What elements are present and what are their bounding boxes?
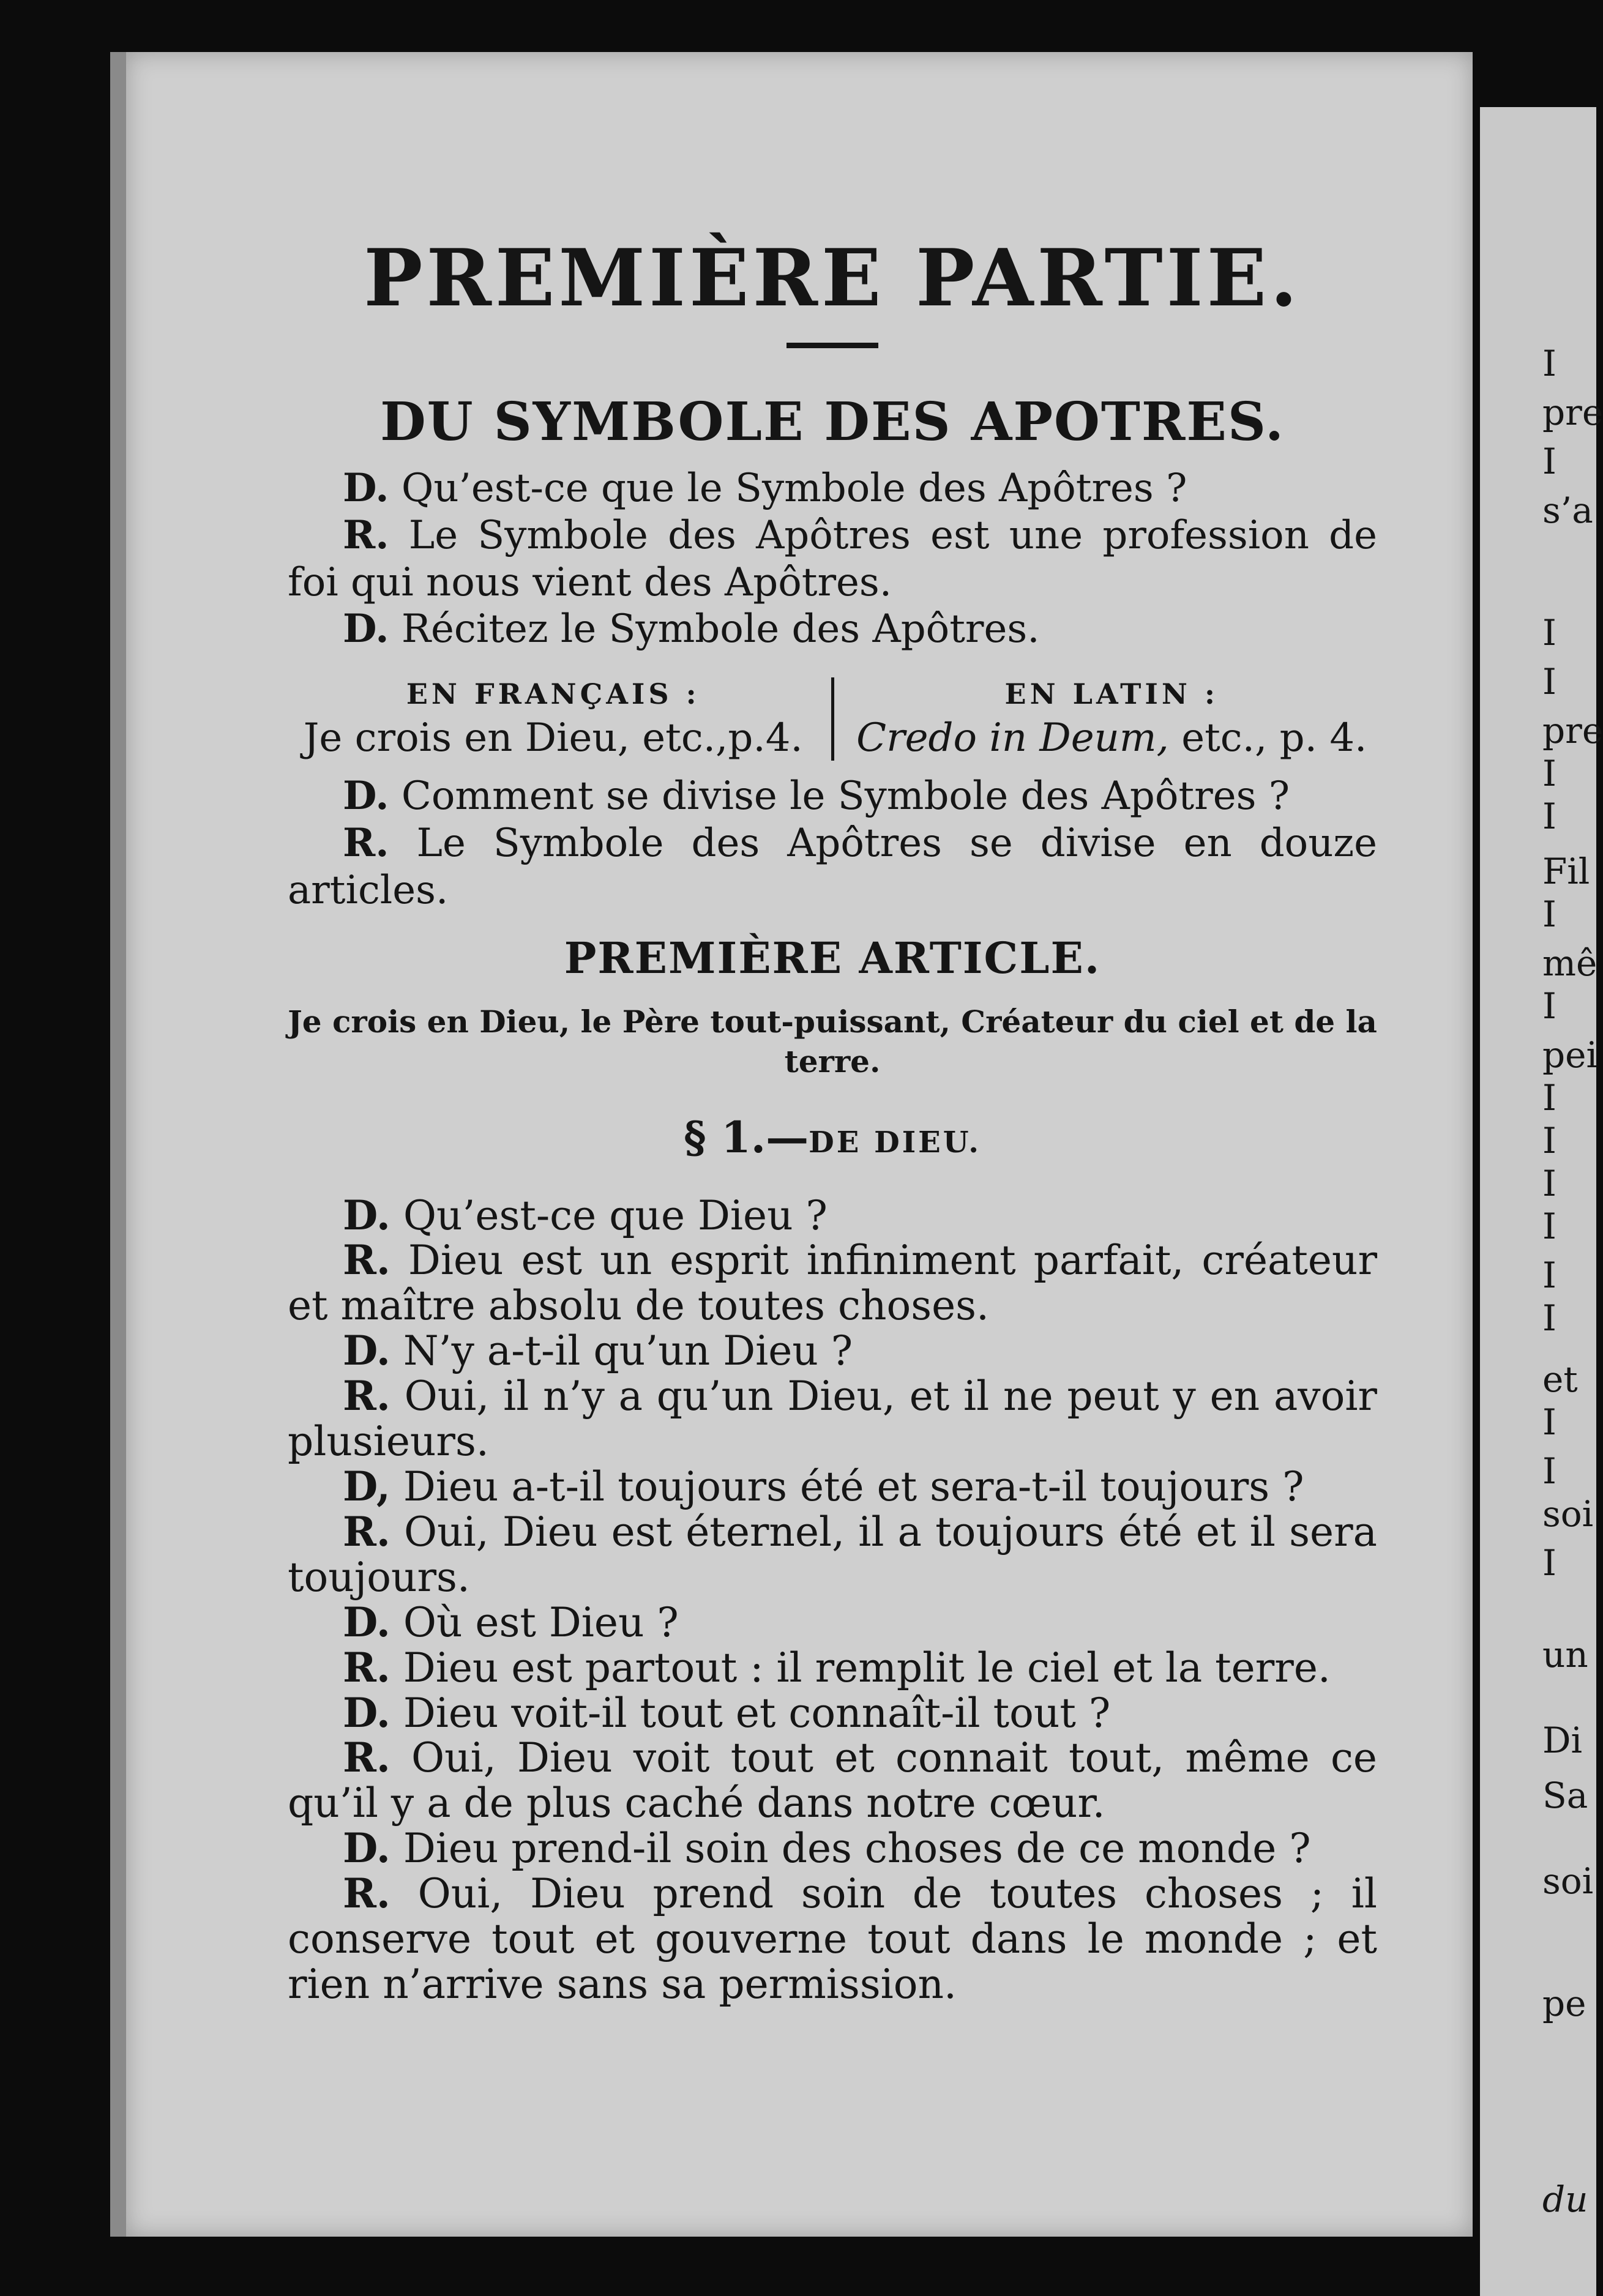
qa-line: R. Oui, Dieu prend soin de toutes choses ; il conserve tout et gouverne tout dans le monde ; et rien n’arrive sans sa permission. (288, 1869, 1377, 2008)
page-title: PREMIÈRE PARTIE. (364, 233, 1301, 324)
adjacent-page-fragment: Sa (1542, 1775, 1588, 1816)
adjacent-page-fragment: I (1542, 1450, 1556, 1492)
french-heading: EN FRANÇAIS : (406, 677, 700, 711)
adjacent-page-fragment: pei (1542, 1034, 1598, 1076)
qa-line: D. Comment se divise le Symbole des Apôtres ? (343, 773, 1290, 819)
adjacent-page-fragment: I (1542, 1401, 1556, 1443)
qa-line: R. Dieu est partout : il remplit le ciel et la terre. (343, 1643, 1331, 1691)
qa-line: D. Dieu voit-il tout et connaît-il tout ? (343, 1688, 1111, 1737)
article-title: PREMIÈRE ARTICLE. (564, 932, 1101, 983)
qa-line: R. Dieu est un esprit infiniment parfait, créateur et maître absolu de toutes choses. (288, 1236, 1377, 1330)
adjacent-page-fragment: pre (1542, 710, 1603, 751)
adjacent-page-fragment: pe (1542, 1983, 1586, 2024)
adjacent-page-fragment: soi (1542, 1493, 1594, 1535)
intro-questions (288, 465, 1377, 653)
article-text: Je crois en Dieu, le Père tout-puissant, Créateur du ciel et de la terre. (288, 1003, 1377, 1079)
adjacent-page-fragment: I (1542, 1120, 1556, 1161)
page-content (288, 233, 1377, 2007)
division-questions (288, 773, 1377, 914)
adjacent-page-fragment: I (1542, 893, 1556, 935)
adjacent-page-fragment: I (1542, 1077, 1556, 1119)
qa-line: D. Où est Dieu ? (343, 1598, 679, 1646)
adjacent-page-fragment: du (1542, 2179, 1588, 2220)
adjacent-page-fragment: I (1542, 985, 1556, 1027)
adjacent-page-fragment: I (1542, 1163, 1556, 1204)
adjacent-page-fragment: I (1542, 1542, 1556, 1584)
adjacent-page-fragment: un (1542, 1634, 1588, 1675)
qa-line: R. Le Symbole des Apôtres est une profession de foi qui nous vient des Apôtres. (288, 512, 1378, 605)
adjacent-page-fragment: I (1542, 796, 1556, 837)
adjacent-page-fragment: I (1542, 661, 1556, 703)
qa-line: R. Oui, Dieu est éternel, il a toujours été et il sera toujours. (288, 1507, 1377, 1601)
french-text: Je crois en Dieu, etc.,p.4. (303, 715, 803, 761)
adjacent-page-fragment: I (1542, 753, 1556, 794)
adjacent-page-fragment: mê (1542, 942, 1597, 984)
latin-heading: EN LATIN : (1004, 677, 1219, 711)
french-column (288, 677, 834, 761)
adjacent-page-fragment: Fil (1542, 851, 1590, 892)
qa-line: R. Oui, il n’y a qu’un Dieu, et il ne peut y en avoir plusieurs. (288, 1372, 1377, 1466)
latin-text: Credo in Deum, etc., p. 4. (856, 715, 1367, 761)
adjacent-page-fragment: I (1542, 1254, 1556, 1296)
adjacent-page-fragment: I (1542, 612, 1556, 654)
adjacent-page-fragment: I (1542, 343, 1556, 384)
question-list (288, 1193, 1377, 2007)
adjacent-page-fragment: I (1542, 1297, 1556, 1339)
adjacent-page-fragment: pre (1542, 392, 1603, 433)
adjacent-page-fragment: et (1542, 1359, 1578, 1400)
adjacent-page-fragment: I (1542, 1206, 1556, 1247)
creed-columns (288, 677, 1377, 761)
adjacent-page-fragment: I (1542, 441, 1556, 482)
section-heading: § 1.—DE DIEU. (684, 1111, 981, 1163)
adjacent-page-fragment: soi (1542, 1860, 1594, 1902)
qa-line: D, Dieu a-t-il toujours été et sera-t-il toujours ? (343, 1463, 1304, 1511)
qa-line: D. Dieu prend-il soin des choses de ce monde ? (343, 1824, 1311, 1873)
qa-line: D. Qu’est-ce que le Symbole des Apôtres ? (343, 465, 1187, 511)
title-rule (787, 343, 878, 348)
qa-line: R. Oui, Dieu voit tout et connait tout, même ce qu’il y a de plus caché dans notre cœur. (288, 1734, 1377, 1827)
qa-line: D. N’y a-t-il qu’un Dieu ? (343, 1327, 853, 1375)
adjacent-page-fragment: s’a (1542, 490, 1593, 531)
adjacent-page-fragment: Di (1542, 1720, 1583, 1761)
qa-line: D. Récitez le Symbole des Apôtres. (343, 606, 1040, 652)
qa-line: D. Qu’est-ce que Dieu ? (343, 1191, 828, 1239)
chapter-subtitle: DU SYMBOLE DES APOTRES. (380, 391, 1285, 453)
qa-line: R. Le Symbole des Apôtres se divise en douze articles. (288, 819, 1378, 913)
latin-column (834, 677, 1378, 761)
